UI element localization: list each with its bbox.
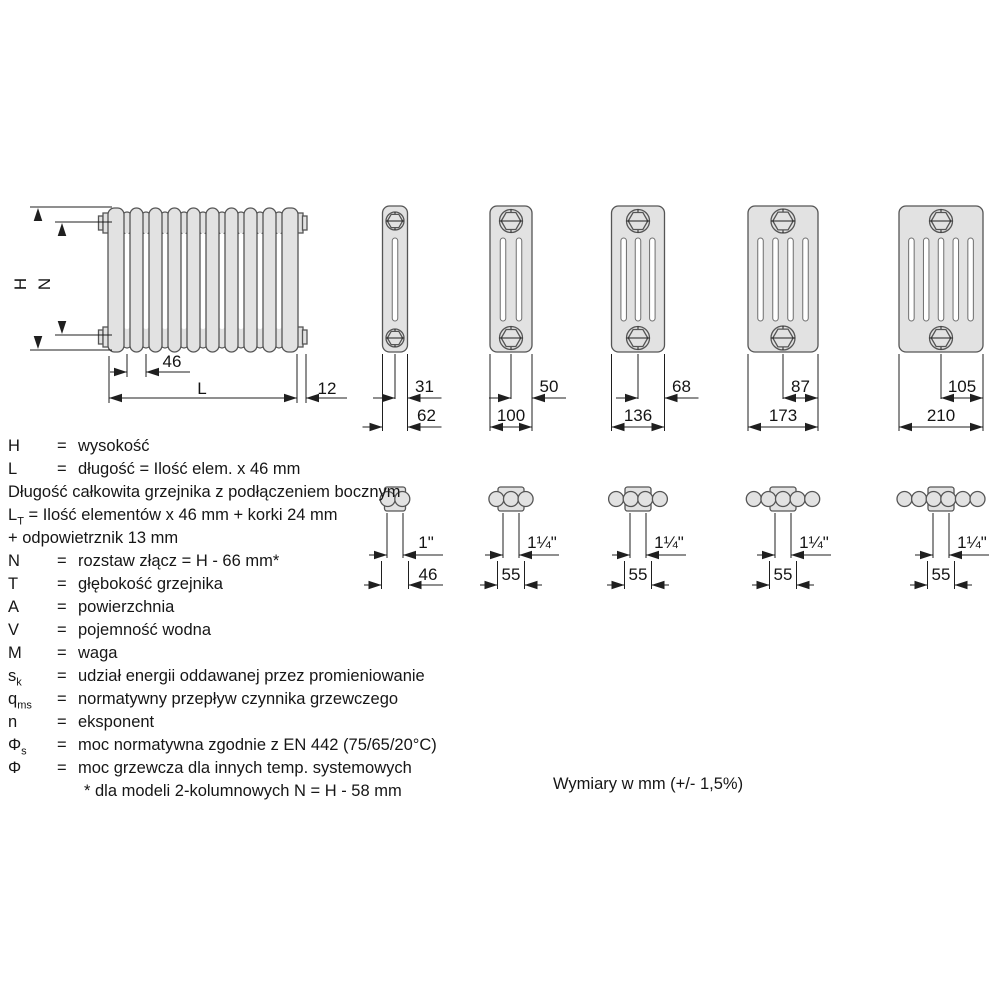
dim-arrowhead	[382, 394, 395, 403]
legend-description: długość = Ilość elem. x 46 mm	[78, 460, 301, 478]
half-depth-label: 50	[539, 377, 559, 396]
element-tube	[206, 208, 219, 352]
top-view-6-column	[897, 487, 989, 589]
air-slot	[803, 238, 809, 321]
pitch-dim-label: N	[35, 277, 54, 291]
legend-symbol-subscript: k	[16, 676, 22, 689]
dim-arrowhead	[797, 581, 810, 590]
legend-equals: =	[57, 759, 67, 777]
legend-equals: =	[57, 713, 67, 731]
left-plug-outer	[99, 330, 104, 344]
legend-symbol: M	[8, 644, 22, 662]
between-element-slot	[219, 233, 225, 329]
element-tube	[187, 208, 200, 352]
air-slot	[500, 238, 506, 321]
dim-arrowhead	[525, 581, 538, 590]
dim-arrowhead	[612, 581, 625, 590]
legend-symbol: V	[8, 621, 20, 639]
legend-symbol-subscript: s	[21, 745, 27, 758]
air-slot	[968, 238, 974, 321]
legend-symbol-subscript: T	[17, 515, 24, 528]
legend-description: powierzchnia	[78, 598, 175, 616]
dim-arrowhead	[498, 394, 511, 403]
element-tube	[168, 208, 181, 352]
dim-arrowhead	[652, 423, 665, 432]
dim-arrowhead	[920, 551, 933, 560]
legend-symbol: n	[8, 713, 18, 731]
legend-row: $L_T$ = Ilość elementów x 46 mm + korki 24 mm	[8, 506, 338, 528]
column-circle	[489, 492, 504, 507]
air-slot	[953, 238, 959, 321]
element-tube	[263, 208, 276, 352]
legend-symbol: A	[8, 598, 20, 616]
dim-arrowhead	[34, 336, 43, 349]
length-dim-label: L	[197, 379, 207, 398]
dim-arrowhead	[617, 551, 630, 560]
legend-paragraph: Długość całkowita grzejnika z podłączeniem bocznym	[8, 483, 401, 501]
dim-arrowhead	[899, 423, 912, 432]
air-slot	[938, 238, 944, 321]
air-slot	[392, 238, 398, 321]
half-depth-label: 87	[791, 377, 810, 396]
column-circle	[518, 492, 533, 507]
legend-equals: =	[57, 690, 67, 708]
half-depth-label: 31	[415, 377, 434, 396]
dim-arrowhead	[625, 394, 638, 403]
dim-arrowhead	[370, 423, 383, 432]
column-circle	[955, 492, 970, 507]
dim-arrowhead	[490, 551, 503, 560]
column-circle	[652, 492, 667, 507]
legend-row	[8, 642, 488, 665]
air-slot	[650, 238, 656, 321]
column-circle	[609, 492, 624, 507]
full-depth-label: 210	[926, 406, 956, 425]
legend-description: rozstaw złącz = H - 66 mm*	[78, 552, 280, 570]
air-slot	[773, 238, 779, 321]
legend-description: udział energii oddawanej przez promieniowanie	[78, 667, 425, 685]
legend-description: pojemność wodna	[78, 621, 211, 639]
element-tube	[149, 208, 162, 352]
dim-arrowhead	[955, 581, 968, 590]
dim-arrowhead	[748, 423, 761, 432]
legend-row	[8, 458, 488, 481]
element-width-label: 55	[773, 565, 793, 584]
left-plug-outer	[99, 216, 104, 230]
legend-row	[8, 596, 488, 619]
legend-description: moc grzewcza dla innych temp. systemowych	[78, 759, 412, 777]
between-element-slot	[124, 233, 130, 329]
cross-section-4-column	[612, 206, 699, 431]
legend-description: waga	[78, 644, 118, 662]
air-slot	[909, 238, 915, 321]
element-tube	[225, 208, 238, 352]
column-circle	[638, 492, 653, 507]
thread-size-label: 1¼"	[957, 533, 987, 552]
column-circle	[790, 492, 805, 507]
legend-symbol: $s_k$	[8, 667, 22, 689]
full-depth-label: 62	[417, 406, 436, 425]
column-circle	[941, 492, 956, 507]
element-width-label: 46	[418, 565, 438, 584]
legend-equals: =	[57, 644, 67, 662]
legend-paragraph: + odpowietrznik 13 mm	[8, 529, 179, 547]
height-dim-label: H	[11, 277, 30, 291]
column-circle	[805, 492, 820, 507]
dim-arrowhead	[970, 423, 983, 432]
element-width-label: 55	[931, 565, 951, 584]
legend-symbol: $q_{ms}$	[8, 690, 32, 712]
element-tube	[130, 208, 143, 352]
legend-row	[8, 757, 488, 780]
legend-row	[8, 665, 488, 688]
dim-arrowhead	[757, 581, 770, 590]
air-slot	[635, 238, 641, 321]
between-element-slot	[200, 233, 206, 329]
full-depth-label: 100	[496, 406, 526, 425]
legend-equals: =	[57, 667, 67, 685]
cross-section-views	[363, 206, 984, 431]
thread-size-label: 1¼"	[799, 533, 829, 552]
dim-arrowhead	[114, 368, 127, 377]
element-width-label: 55	[501, 565, 521, 584]
legend-row	[8, 711, 488, 734]
thread-size-label: 1¼"	[654, 533, 684, 552]
legend-row	[8, 619, 488, 642]
element-width-label: 46	[162, 352, 182, 371]
legend-equals: =	[57, 552, 67, 570]
legend-symbol: T	[8, 575, 19, 593]
legend-equals: =	[57, 575, 67, 593]
dim-arrowhead	[58, 223, 67, 236]
legend-equals: =	[57, 598, 67, 616]
column-circle	[970, 492, 985, 507]
dim-arrowhead	[805, 423, 818, 432]
half-depth-label: 105	[947, 377, 977, 396]
front-view-radiator	[11, 207, 347, 403]
front-view-shapes	[99, 208, 308, 352]
top-view-4-column	[607, 487, 686, 589]
full-depth-label: 173	[768, 406, 798, 425]
dim-arrowhead	[652, 581, 665, 590]
between-element-slot	[181, 233, 187, 329]
element-width-label: 55	[628, 565, 648, 584]
legend-description: głębokość grzejnika	[78, 575, 223, 593]
thread-size-label: 1¼"	[527, 533, 557, 552]
between-element-slot	[162, 233, 168, 329]
top-view-5-column	[746, 487, 831, 589]
full-depth-label: 136	[623, 406, 653, 425]
legend-description: eksponent	[78, 713, 155, 731]
legend-description: wysokość	[78, 437, 150, 455]
legend-description: normatywny przepływ czynnika grzewczego	[78, 690, 399, 708]
legend-symbol: Φ	[8, 759, 22, 777]
right-plug-outer	[303, 216, 308, 230]
between-element-slot	[238, 233, 244, 329]
between-element-slot	[257, 233, 263, 329]
column-circle	[776, 492, 791, 507]
dimensions-note: Wymiary w mm (+/- 1,5%)	[553, 775, 744, 793]
column-circle	[623, 492, 638, 507]
air-slot	[923, 238, 929, 321]
air-slot	[758, 238, 764, 321]
legend-symbol: $\Phi_s$	[8, 736, 27, 758]
legend-equals: =	[57, 460, 67, 478]
symbol-legend	[8, 435, 488, 803]
column-circle	[761, 492, 776, 507]
legend-row	[8, 435, 488, 458]
right-plug-outer	[303, 330, 308, 344]
dim-arrowhead	[146, 368, 159, 377]
air-slot	[788, 238, 794, 321]
legend-equals: =	[57, 621, 67, 639]
legend-symbol: N	[8, 552, 20, 570]
legend-row	[8, 573, 488, 596]
legend-row	[8, 734, 488, 757]
air-slot	[516, 238, 522, 321]
legend-symbol-subscript: ms	[17, 699, 32, 712]
dim-arrowhead	[612, 423, 625, 432]
legend-symbol: $L_T$	[8, 506, 24, 528]
element-tube	[244, 208, 257, 352]
half-depth-label: 68	[672, 377, 691, 396]
element-tube	[282, 208, 298, 352]
air-slot	[621, 238, 627, 321]
legend-equals: =	[57, 736, 67, 754]
between-element-slot	[143, 233, 149, 329]
top-view-3-column	[480, 487, 559, 589]
column-circle	[897, 492, 912, 507]
legend-symbol: L	[8, 460, 18, 478]
dim-arrowhead	[109, 394, 122, 403]
dim-arrowhead	[34, 208, 43, 221]
cross-section-3-column	[489, 206, 566, 431]
thread-size-label: 1"	[418, 533, 434, 552]
cross-section-5-column	[748, 206, 818, 431]
column-circle	[912, 492, 927, 507]
column-circle	[926, 492, 941, 507]
legend-description: moc normatywna zgodnie z EN 442 (75/65/20°C)	[78, 736, 437, 754]
cross-section-2-column	[363, 206, 442, 431]
dim-arrowhead	[915, 581, 928, 590]
cross-section-6-column	[899, 206, 983, 431]
column-circle	[504, 492, 519, 507]
legend-row	[8, 688, 488, 711]
legend-row	[8, 550, 488, 573]
legend-equals: =	[57, 437, 67, 455]
column-circle	[746, 492, 761, 507]
dim-arrowhead	[762, 551, 775, 560]
legend-footnote: * dla modeli 2-kolumnowych N = H - 58 mm	[84, 782, 402, 800]
legend-symbol: H	[8, 437, 20, 455]
dim-arrowhead	[284, 394, 297, 403]
dim-arrowhead	[58, 321, 67, 334]
between-element-slot	[276, 233, 282, 329]
element-tube	[108, 208, 124, 352]
side-ext-dim-label: 12	[317, 379, 337, 398]
